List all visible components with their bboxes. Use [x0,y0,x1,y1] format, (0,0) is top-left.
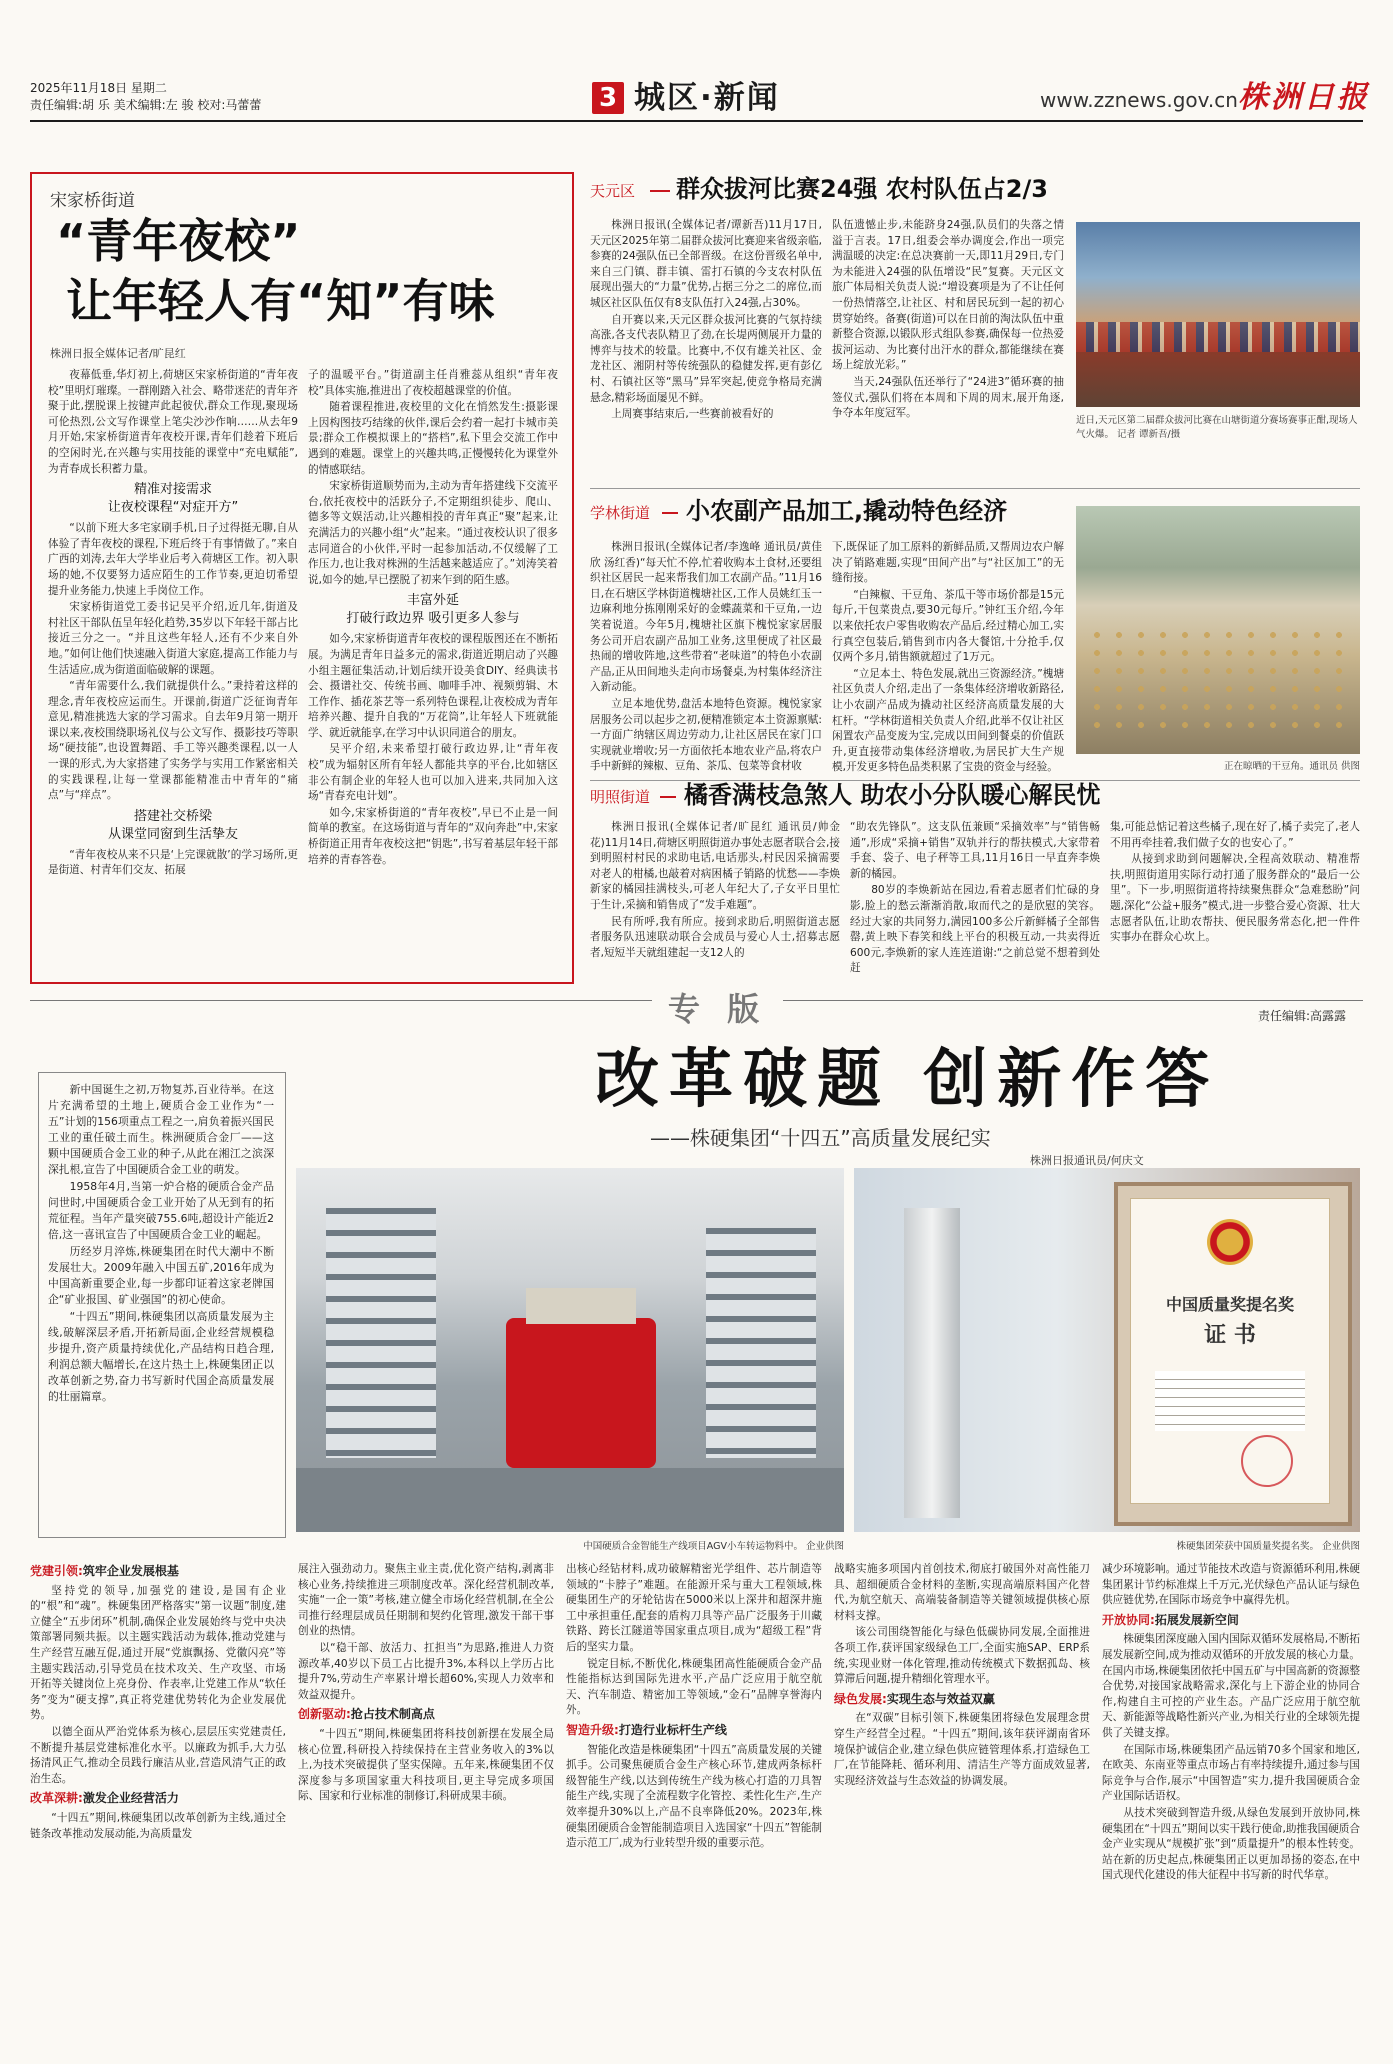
website-url: www.zznews.gov.cn [1040,88,1238,112]
body-paragraph: 从技术突破到智造升级,从绿色发展到开放协同,株硬集团在“十四五”期间以实干践行使命,助推我国硬质合金产业实现从“规模扩张”到“质量提升”的根本性转变。站在新的历史起点,株硬集团正以更加昂扬的姿态,在中国式现代化建设的伟大征程中书写新的时代华章。 [1102,1806,1360,1882]
body-paragraph: 出核心经钻材料,成功破解精密光学组件、芯片制造等领域的“卡脖子”难题。在能源开采与重大工程领域,株硬集团生产的牙轮钻齿在5000米以上深井和超深井施工中承担重任,配套的盾构刀具等产品广泛服务于川藏铁路、跨长江隧道等国家重点项目,成为“超级工程”背后的坚实力量。 [566,1563,822,1653]
subsection-label: 创新驱动: [298,1707,351,1722]
intro-paragraph: “十四五”期间,株硬集团以高质量发展为主线,破解深层矛盾,开拓新局面,企业经营规模稳步提升,资产质量持续优化,产品结构日趋合理,利润总额大幅增长,在这片热土上,株硬集团正以改革创新之势,奋力书写新时代国企高质量发展的壮丽篇章。 [48,1310,274,1403]
body-paragraph: 展注入强劲动力。聚焦主业主责,优化资产结构,剥离非核心业务,持续推进三项制度改革。深化经营机制改革,实施“一企一策”考核,建立健全市场化经营机制,在全公司推行经理层成员任期制和契约化管理,激发干部干事创业的热情。 [298,1563,554,1638]
subsection-label: 智造升级: [566,1722,619,1737]
newspaper-logo: 株洲日报 [1238,80,1370,115]
subsection-text: 实现生态与效益双赢 [886,1691,995,1706]
story-divider [590,488,1360,489]
body-paragraph: “十四五”期间,株硬集团以改革创新为主线,通过全链条改革推动发展动能,为高质量发 [30,1811,286,1840]
special-editor: 责任编辑:高露露 [1258,1009,1347,1023]
body-paragraph: 宋家桥街道顺势而为,主动为青年搭建线下交流平台,依托夜校中的活跃分子,不定期组织徒步、爬山、德多等文娱活动,让兴趣相投的青年真正“聚”起来,让充满活力的兴趣小组“火”起来。“通过夜校认识了很多志同道合的小伙伴,平时一起参加活动,不仅缓解了工作压力,也让我对株洲的生活越来越适应了。”刘涛笑着说,如今的她,早已摆脱了初来乍到的陌生感。 [308,480,558,586]
subhead-1a: 精准对接需求 [133,482,212,498]
certificate-frame [1114,1182,1352,1526]
subsection-label: 绿色发展: [834,1691,887,1706]
intro-paragraph: 1958年4月,当第一炉合格的硬质合金产品问世时,中国硬质合金工业开始了从无到有的拓荒征程。当年产量突破755.6吨,超设计产能近2倍,这一喜讯宣告了中国硬质合金工业的崛起。 [48,1180,274,1241]
subsection-label: 党建引领: [30,1564,83,1578]
shelving-graphic [326,1208,436,1458]
body-paragraph: 战略实施多项国内首创技术,彻底打破国外对高性能刀具、超细硬质合金材料的垄断,实现高端原料国产化替代,为航空航天、高端装备制造等关键领域提供核心原材料支撑。 [834,1563,1090,1622]
tianyuan-column-2 [832,218,1064,480]
floor-graphic [296,1468,844,1532]
body-paragraph: “青年需要什么,我们就提供什么。”秉持着这样的理念,青年夜校应运而生。开课前,街道广泛征询青年意见,精准挑选大家的学习需求。自去年9月第一期开课以来,夜校围绕职场礼仪与公文写作、摄影技巧等职场“硬技能”,也设置舞蹈、手工等兴趣类课程,以一人一课的形式,为大家搭建了实务学与实用工作紧密相关的实践课程,让每一堂课都能精准击中青年的“痛点”与“痒点”。 [48,680,298,802]
tianyuan-photo-caption: 近日,天元区第二届群众拔河比赛在山塘街道分赛场赛事正酣,现场人气火爆。 记者 谭新吾/摄 [1076,415,1358,440]
intro-paragraph: 新中国诞生之初,万物复苏,百业待举。在这片充满希望的土地上,硬质合金工业作为“一五”计划的156项重点工程之一,肩负着振兴国民工业的重任破土而生。株洲硬质合金厂——这颗中国硬质合金工业的种子,从此在湘江之滨深深扎根,宣告了中国硬质合金工业的萌发。 [48,1083,274,1176]
body-paragraph: 当天,24强队伍还举行了“24进3”循环赛的抽签仪式,强队们将在本周和下周的周末,展开角逐,争夺本年度冠军。 [832,375,1064,420]
mingzhao-column-2 [850,820,1100,978]
editor-credits: 责任编辑:胡 乐 美术编辑:左 骏 校对:马蕾蕾 [30,98,262,112]
subsection-text: 激发企业经营活力 [82,1791,179,1806]
mingzhao-column-1 [590,820,840,978]
subhead-3a: 丰富外延 [406,593,459,609]
issue-date: 2025年11月18日 星期二 [30,81,167,95]
crowd-graphic [1076,322,1360,352]
shelving-graphic [706,1228,816,1458]
special-section-label: 专 版 [652,990,783,1028]
body-paragraph: 在“双碳”目标引领下,株硬集团将绿色发展理念贯穿生产经营全过程。“十四五”期间,该年获评湖南省环境保护诚信企业,建立绿色供应链管理体系,打造绿色工厂,在节能降耗、循环利用、清洁生产等方面成效显著,实现经济效益与生态效益的协调发展。 [834,1712,1090,1787]
certificate-text-lines [1155,1371,1305,1431]
special-column-5 [1102,1562,1360,2038]
seal-stamp-icon [1241,1435,1293,1487]
masthead-rule [30,120,1363,122]
lead-story-title-line2: 让年轻人有“知”有味 [66,274,495,328]
xuelin-title: 小农副产品加工,撬动特色经济 [686,497,1008,525]
special-column-1 [30,1562,286,2038]
body-paragraph: 80岁的李焕新站在园边,看着志愿者们忙碌的身影,脸上的愁云渐渐消散,取而代之的是欣慰的笑容。经过大家的共同努力,满园100多公斤新鲜橘子全部售罄,黄上映下春笑和线上平台的积极互动,一共卖得近600元,李焕新的家人连连道谢:“之前总觉不想着到处赶 [850,884,1100,975]
subsection-text: 抢占技术制高点 [350,1707,435,1722]
mingzhao-column-3 [1110,820,1360,978]
certificate-photo-caption: 株硬集团荣获中国质量奖提名奖。 企业供图 [1176,1541,1360,1552]
xuelin-tag: 学林街道 [590,504,651,522]
subsection-heading [566,1723,822,1739]
subsection-label: 改革深耕: [30,1791,83,1806]
subhead-2b: 从课堂同窗到生活挚友 [107,826,238,842]
mingzhao-title: 橘香满枝急煞人 助农小分队暖心解民忧 [684,781,1101,809]
body-paragraph: “助农先锋队”。这支队伍兼顾“采摘效率”与“销售畅通”,形成“采摘+销售”双轨并行的帮扶模式,大家带着手套、袋子、电子秤等工具,11月16日一早直奔李焕新的橘园。 [850,821,1100,880]
special-column-3 [566,1562,822,2038]
body-paragraph: 随着课程推进,夜校里的文化在悄然发生:摄影课上因构图技巧结缘的伙伴,课后会约着一起打卡城市美景;群众工作模拟课上的“搭档”,私下里会交流工作中遇到的难题。课堂上的兴趣共鸣,正慢慢转化为课堂外的情感联结。 [308,401,558,476]
certificate-word: 证 书 [1204,1323,1256,1348]
body-paragraph: 如今,宋家桥街道的“青年夜校”,早已不止是一间简单的教室。在这场街道与青年的“双向奔赴”中,宋家桥街道正用青年夜校这把“钥匙”,书写着基层年轻干部培养的青春答卷。 [308,806,558,866]
award-certificate-photo [854,1168,1360,1532]
special-column-2 [298,1562,554,2038]
body-paragraph: 立足本地优势,盘活本地特色资源。槐悦家家居服务公司以起步之初,便精准锁定本土资源禀赋:一方面广纳辖区周边劳动力,让社区居民在家门口实现就业增收;另一方面依托本地农业产品,将农户手中新鲜的辣椒、豆角、茶瓜、包菜等食材收 [590,697,822,773]
subsection-text: 打造行业标杆生产线 [618,1722,727,1737]
body-paragraph: “青年夜校从来不只是‘上完课就散’的学习场所,更是街道、村青年们交友、拓展 [48,848,298,877]
body-paragraph: “以前下班大多宅家刷手机,日子过得挺无聊,自从体验了青年夜校的课程,下班后终于有事情做了。”来自广西的刘涛,去年大学毕业后考入荷塘区工作。初入职场的她,不仅要努力适应陌生的工作节奏,更迫切希望提升业务能力,快速上手岗位工作。 [48,522,298,597]
lead-story-title-line1: “青年夜校” [56,214,301,268]
body-paragraph: 减少环境影响。通过节能技术改造与资源循环利用,株硬集团累计节约标准煤上千万元,光伏绿色产品认证与绿色供应链优势,在国际市场竞争中赢得先机。 [1102,1563,1360,1607]
body-paragraph: 株洲日报讯(全媒体记者/李逸峰 通讯员/黄佳欣 汤红香)“每天忙不停,忙着收购本土食材,还要组织社区居民一起来帮我们加工农副产品。”11月16日,在石塘区学林街道槐塘社区,工作人员姚红玉一边麻利地分拣刚刚采好的金蝶蔬菜和干豆角,一边笑着说道。今年5月,槐塘社区旗下槐悦家家居服务公司开启农副产品加工业务,这里便成了社区最热闹的增收阵地,这些带着“老味道”的特色小农副产品,正从田间地头走向市场餐桌,为村集体经济注入新动能。 [590,541,822,694]
special-intro [48,1082,274,1526]
subsection-heading [30,1564,286,1580]
special-column-4 [834,1562,1090,2038]
bean-trays-graphic [1086,626,1350,736]
special-subtitle: ——株硬集团“十四五”高质量发展纪实 [650,1126,991,1150]
tianyuan-title: 群众拔河比赛24强 农村队伍占2/3 [676,175,1048,203]
body-paragraph: 民有所呼,我有所应。接到求助后,明照街道志愿者服务队迅速联动联合会成员与爱心人士,招募志愿者,短短半天就组建起一支12人的 [590,915,840,959]
body-paragraph: 集,可能总惦记着这些橘子,现在好了,橘子卖完了,老人不用再牵挂着,我们做子女的也安心了。” [1110,821,1360,849]
subsection-text: 拓展发展新空间 [1154,1612,1239,1627]
lead-paragraph: 夜幕低垂,华灯初上,荷塘区宋家桥街道的“青年夜校”里明灯璀璨。一群刚踏入社会、略带迷茫的青年齐聚于此,摆脱课上按键声此起彼伏,群众工作现,聚现场可伦热烈,公文写作课堂上笔尖沙沙作响……从去年9月开始,宋家桥街道青年夜校开课,青年们趁着下班后的空闲时光,在兴趣与实用技能的课堂中“充电赋能”,为青春成长积蓄力量。 [48,369,298,475]
mingzhao-tag: 明照街道 [590,788,651,806]
factory-photo-caption: 中国硬质合金智能生产线项目AGV小车转运物料中。 企业供图 [583,1541,844,1552]
certificate-title: 中国质量奖提名奖 [1165,1295,1294,1314]
body-paragraph: 该公司围绕智能化与绿色低碳协同发展,全面推进各项工作,获评国家级绿色工厂,全面实施SAP、ERP系统,实现业财一体化管理,推动传统模式下数据孤岛、核算滞后问题,提升精细化管理水平。 [834,1626,1090,1686]
subsection-text: 筑牢企业发展根基 [82,1564,179,1578]
body-paragraph: 株洲日报讯(全媒体记者/谭新吾)11月17日,天元区2025年第二届群众拔河比赛迎来省级亲临,参赛的24强队伍已全部晋级。在这份晋级名单中,来自三门镇、群丰镇、雷打石镇的今支农村队伍展现出强大的“力量”优势,占据三分之二的席位,而城区社区队伍仅有8支队伍打入24强,占30%。 [590,219,822,309]
body-paragraph: 株洲日报讯(全媒体记者/旷昆红 通讯员/帅金花)11月14日,荷塘区明照街道办事处志愿者联合会,接到明照村村民的求助电话,电话那头,村民因采摘需要对老人的柑橘,也敲着对病困橘子销路的忧愁——李焕新家的橘园挂满枝头,可老人年纪大了,子女平日里忙于生计,采摘和销售成了“发手难题”。 [590,821,840,911]
tag-rule [660,796,676,798]
subsection-label: 开放协同: [1102,1612,1155,1627]
lead-story-byline: 株洲日报全媒体记者/旷昆红 [50,347,186,360]
intro-paragraph: 历经岁月淬炼,株硬集团在时代大潮中不断发展壮大。2009年融入中国五矿,2016年成为中国高新重要企业,每一步都印证着这家老牌国企“矿业报国、矿业强国”的初心使命。 [48,1245,274,1306]
xuelin-photo-caption: 正在晾晒的干豆角。通讯员 供图 [1223,761,1360,772]
tianyuan-column-1 [590,218,822,480]
tianyuan-tag: 天元区 [590,182,636,200]
body-paragraph: 自开赛以来,天元区群众拔河比赛的气氛持续高涨,各支代表队精卫了劲,在长堤两侧展开力量的博弈与技术的较量。比赛中,不仅有雄关社区、金龙社区、湘阴村等传统强队的稳健发挥,更有彭亿村、石镇社区等“黑马”异军突起,使竞争格局充满悬念,精彩场面屡见不鲜。 [590,313,822,404]
special-byline: 株洲日报通讯员/何庆文 [1030,1154,1144,1167]
subsection-heading [834,1692,1090,1708]
subsection-heading [298,1707,554,1723]
body-paragraph: 从接到求助到问题解决,全程高效联动、精准帮扶,明照街道用实际行动打通了服务群众的“最后一公里”。下一步,明照街道将持续聚焦群众“急难愁盼”问题,深化“公益+服务”模式,进一步整合爱心资源、壮大志愿者队伍,让助农帮扶、便民服务常态化,把一件件实事办在群众心坎上。 [1110,853,1360,944]
award-emblem-icon [1207,1219,1253,1265]
body-paragraph: “白辣椒、干豆角、茶瓜干等市场价都是15元每斤,干包菜贵点,要30元每斤。”钟红玉介绍,今年以来依托农户零售收购农产品后,经过精心加工,实行真空包装后,销售到市内各大餐馆,十分抢手,仅仅两个多月,销售额就超过了1万元。 [832,588,1064,664]
body-paragraph: 在国际市场,株硬集团产品远销70多个国家和地区,在欧美、东南亚等重点市场占有率持续提升,通过参与国际竞争与合作,展示“中国智造”实力,提升我国硬质合金产业国际话语权。 [1102,1743,1360,1803]
subsection-heading [1102,1613,1360,1629]
body-paragraph: 智能化改造是株硬集团“十四五”高质量发展的关键抓手。公司聚焦硬质合金生产核心环节,建成两条标杆级智能生产线,以达到传统生产线为核心打造的刀具智能生产线,实现了全流程数字化管控、柔性化生产,生产效率提升30%以上,产品不良率降低20%。2023年,株硬集团硬质合金智能制造项目入选国家“十四五”智能制造示范工厂,成为行业转型升级的重要示范。 [566,1743,822,1850]
body-paragraph: 如今,宋家桥街道青年夜校的课程版图还在不断拓展。为满足青年日益多元的需求,街道近期启动了兴趣小组主题征集活动,计划后续开设美食DIY、经典读书会、摄谱社交、传统书画、咖啡手冲、视频剪辑、木工作作、插花茶艺等一系列特色课程,让夜校成为青年培养兴趣、提升自我的“万花筒”,让年轻人下班就能学、就近就能享,在学习中认识同道合的朋友。 [308,633,558,739]
factory-agv-photo [296,1168,844,1532]
body-paragraph: 宋家桥街道党工委书记吴平介绍,近几年,街道及村社区干部队伍呈年轻化趋势,35岁以下年轻干部占比接近三分之一。“并且这些年轻人,还有不少来自外地。”如何让他们快速融入街道大家庭,提高工作能力与生活适应,成为街道面临破解的课题。 [48,601,298,676]
body-paragraph: “立足本土、特色发展,就出三资源经济。”槐塘社区负责人介绍,走出了一条集体经济增收新路径,让小农副产品成为撬动社区经济高质量发展的大杠杆。“学林街道相关负责人介绍,此举不仅让社区闲置农产品变废为宝,完成以田间到餐桌的价值跃升,更直接带动集体经济增收,为居民扩大生产规模,开发更多特色品类积累了宝贵的资金与经验。 [832,667,1064,774]
subhead-2a: 搭建社交桥梁 [133,808,212,824]
agv-robot-graphic [506,1318,656,1468]
lead-story-column-1 [48,368,298,968]
body-paragraph: 坚持党的领导,加强党的建设,是国有企业的“根”和“魂”。株硬集团严格落实“第一议题”制度,建立健全“五步闭环”机制,确保企业发展始终与党中央决策部署同频共振。以主题实践活动为载体,推动党建与生产经营互融互促,通过开展“党旗飘扬、党徽闪亮”等主题实践活动,引导党员在技术攻关、生产攻坚、市场开拓等关键岗位上亮身份、作表率,让党建工作从“软任务”变为“硬支撑”,真正将党建优势转化为企业发展优势。 [30,1584,286,1722]
lead-story-tag: 宋家桥街道 [50,191,135,211]
body-paragraph: 子的温暖平台。”街道副主任肖雅蕊从组织“青年夜校”具体实施,推进出了夜校超越课堂的价值。 [308,369,558,397]
body-paragraph: 株硬集团深度融入国内国际双循环发展格局,不断拓展发展新空间,成为推动双循环的开放发展的核心力量。在国内市场,株硬集团依托中国五矿与中国高新的资源整合优势,对接国家战略需求,深化与上下游企业的协同合作,构建自主可控的产业生态。产品广泛应用于航空航天、新能源等战略性新兴产业,为相关行业的全球领先提供了关键支撑。 [1102,1633,1360,1739]
special-title: 改革破题 创新作答 [595,1043,1220,1117]
subhead-1b: 让夜校课程“对症开方” [107,500,239,516]
body-paragraph: 上周赛事结束后,一些赛前被看好的 [611,408,774,421]
body-paragraph: 队伍遗憾止步,未能跻身24强,队员们的失落之情溢于言表。17日,组委会举办调度会,作出一项完满温暖的决定:在总决赛前一天,即11月29日,专门为未能进入24强的队伍增设“民”复赛。天元区文旅广体局相关负责人说:“增设赛项是为了不让任何一份热情落空,让社区、村和居民玩到一起的初心贯穿始终。备赛(街道)可以在日前的淘汰队伍中重新整合资源,以锻队形式组队参赛,确保每一位热爱拔河运动、为比赛付出汗水的群众,都能继续在赛场上绽放光彩。” [832,219,1064,372]
page-number-badge: 3 [592,82,624,114]
xuelin-column-2 [832,540,1064,778]
body-paragraph: 以德全面从严治党体系为核心,层层压实党建责任,不断提升基层党建标准化水平。以廉政为抓手,大力弘扬清风正气,推动全员践行廉洁从业,营造风清气正的政治生态。 [30,1725,286,1785]
agv-cargo-graphic [526,1288,636,1324]
drying-beans-photo [1076,506,1360,754]
xuelin-column-1 [590,540,822,778]
body-paragraph: 锐定目标,不断优化,株硬集团高性能硬质合金产品性能指标达到国际先进水平,产品广泛应用于航空航天、汽车制造、精密加工等领域,“金石”品牌享誉海内外。 [566,1657,822,1717]
lead-story-column-2 [308,368,558,968]
subhead-3b: 打破行政边界 吸引更多人参与 [346,611,520,627]
body-paragraph: 以“稳干部、放活力、扛担当”为思路,推进人力资源改革,40岁以下员工占比提升3%,本科以上学历占比提升7%,劳动生产率累计增长超60%,实现人力效率和效益双提升。 [298,1641,554,1701]
body-paragraph: “十四五”期间,株硬集团将科技创新摆在发展全局核心位置,科研投入持续保持在主营业务收入的3%以上,为技术突破提供了坚实保障。五年来,株硬集团不仅深度参与多项国家重大科技项目,更主导完成多项国际、国家和行业标准的制修订,科研成果丰硕。 [298,1727,554,1803]
section-title: 城区·新闻 [634,80,780,116]
tug-of-war-photo [1076,222,1360,407]
certificate-paper [1130,1198,1330,1504]
pillar-graphic [904,1208,960,1518]
tag-rule [650,190,670,192]
body-paragraph: 下,既保证了加工原料的新鲜品质,又帮周边农户解决了销路难题,实现“田间产出”与“社区加工”的无缝衔接。 [832,541,1064,585]
tag-rule [662,512,678,514]
body-paragraph: 吴平介绍,未来希望打破行政边界,让“青年夜校”成为辐射区所有年轻人都能共享的平台,比如辖区非公有制企业的年轻人也可以加入进来,共同加入这场“青春充电计划”。 [308,743,558,803]
subsection-heading [30,1791,286,1807]
